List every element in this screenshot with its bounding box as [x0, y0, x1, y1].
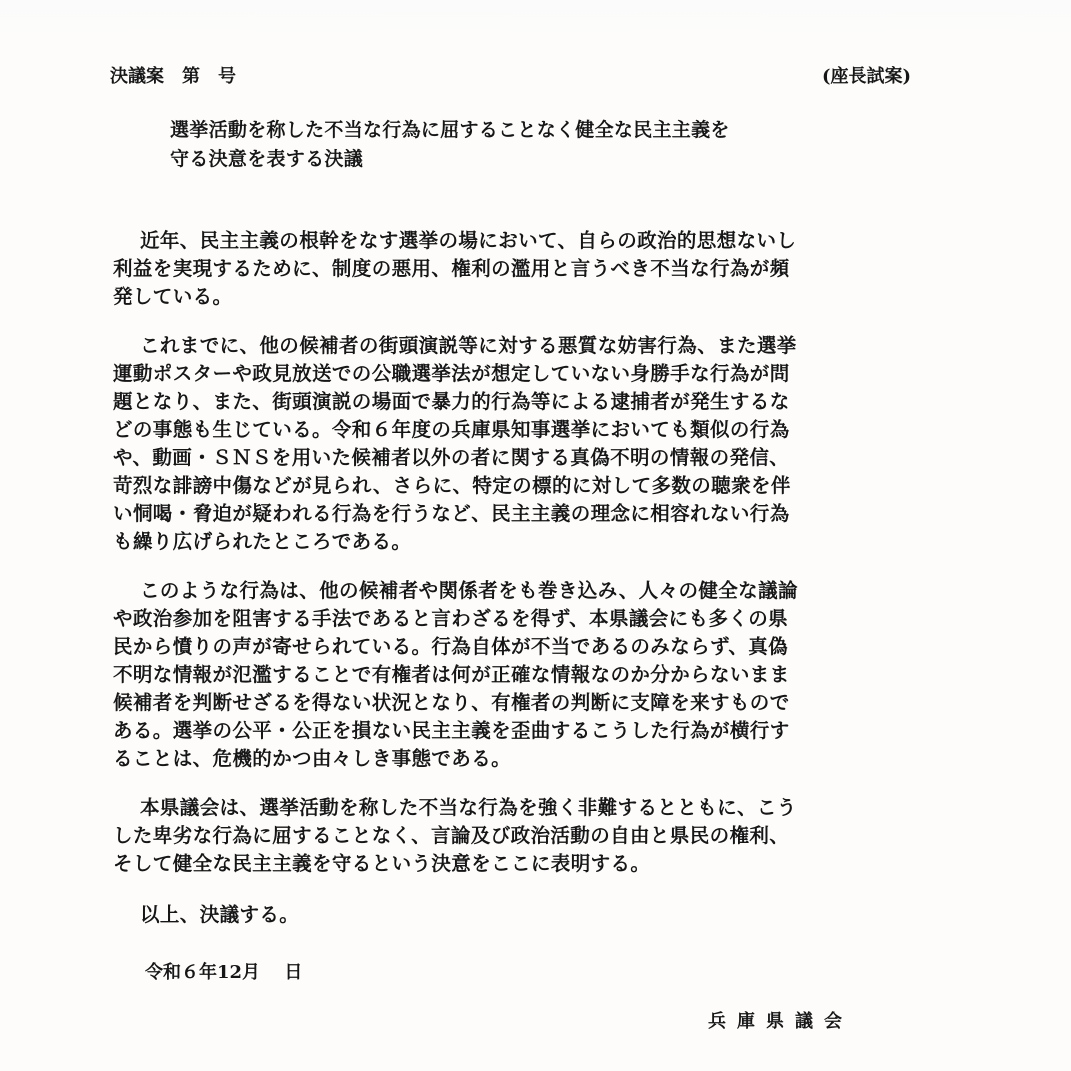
paragraph-line: 近年、民主主義の根幹をなす選挙の場において、自らの政治的思想ないし [140, 229, 797, 252]
paragraph-line: ある。選挙の公平・公正を損ない民主主義を歪曲するこうした行為が横行す [113, 719, 790, 742]
paragraph-line: 苛烈な誹謗中傷などが見られ、さらに、特定の標的に対して多数の聴衆を伴 [113, 474, 791, 497]
paragraph-line: 利益を実現するために、制度の悪用、権利の濫用と言うべき不当な行為が頻 [113, 257, 790, 280]
organization-name: 兵庫県議会 [708, 1011, 853, 1032]
title-line: 選挙活動を称した不当な行為に屈することなく健全な民主主義を [170, 119, 730, 141]
date-line: 令和６年12月 日 [145, 962, 303, 983]
paragraph-line: どの事態も生じている。令和６年度の兵庫県知事選挙においても類似の行為 [113, 418, 790, 441]
paragraph-line: 候補者を判断せざるを得ない状況となり、有権者の判断に支障を来すもので [113, 691, 790, 714]
paragraph-line: ることは、危機的かつ由々しき事態である。 [113, 747, 512, 770]
closing-statement: 以上、決議する。 [140, 903, 300, 926]
paragraph-line: や政治参加を阻害する手法であると言わざるを得ず、本県議会にも多くの県 [113, 607, 789, 630]
paragraph-line: や、動画・ＳＮＳを用いた候補者以外の者に関する真偽不明の情報の発信、 [113, 446, 790, 469]
title-line: 守る決意を表する決議 [170, 148, 364, 170]
paragraph-line: い恫喝・脅迫が疑われる行為を行うなど、民主主義の理念に相容れない行為 [113, 502, 790, 525]
resolution-number-label: 決議案 第 号 [110, 66, 236, 87]
paragraph-line: このような行為は、他の候補者や関係者をも巻き込み、人々の健全な議論 [140, 579, 798, 602]
paragraph-line: 本県議会は、選挙活動を称した不当な行為を強く非難するとともに、こう [140, 796, 797, 819]
paragraph-line: 発している。 [113, 285, 233, 308]
paragraph-line: も繰り広げられたところである。 [113, 530, 412, 553]
paragraph-line: 題となり、また、街頭演説の場面で暴力的行為等による逮捕者が発生するな [113, 390, 790, 413]
paragraph-line: した卑劣な行為に屈することなく、言論及び政治活動の自由と県民の権利、 [113, 824, 790, 847]
paragraph-line: これまでに、他の候補者の街頭演説等に対する悪質な妨害行為、また選挙 [140, 334, 797, 357]
paragraph-line: 不明な情報が氾濫することで有権者は何が正確な情報なのか分からないまま [113, 663, 790, 686]
scan-edge [0, 0, 1071, 38]
paragraph-line: 民から憤りの声が寄せられている。行為自体が不当であるのみならず、真偽 [113, 635, 789, 658]
paragraph-line: そして健全な民主主義を守るという決意をここに表明する。 [113, 852, 651, 875]
draft-label: (座長試案) [822, 66, 912, 87]
paragraph-line: 運動ポスターや政見放送での公職選挙法が想定していない身勝手な行為が問 [113, 362, 790, 385]
